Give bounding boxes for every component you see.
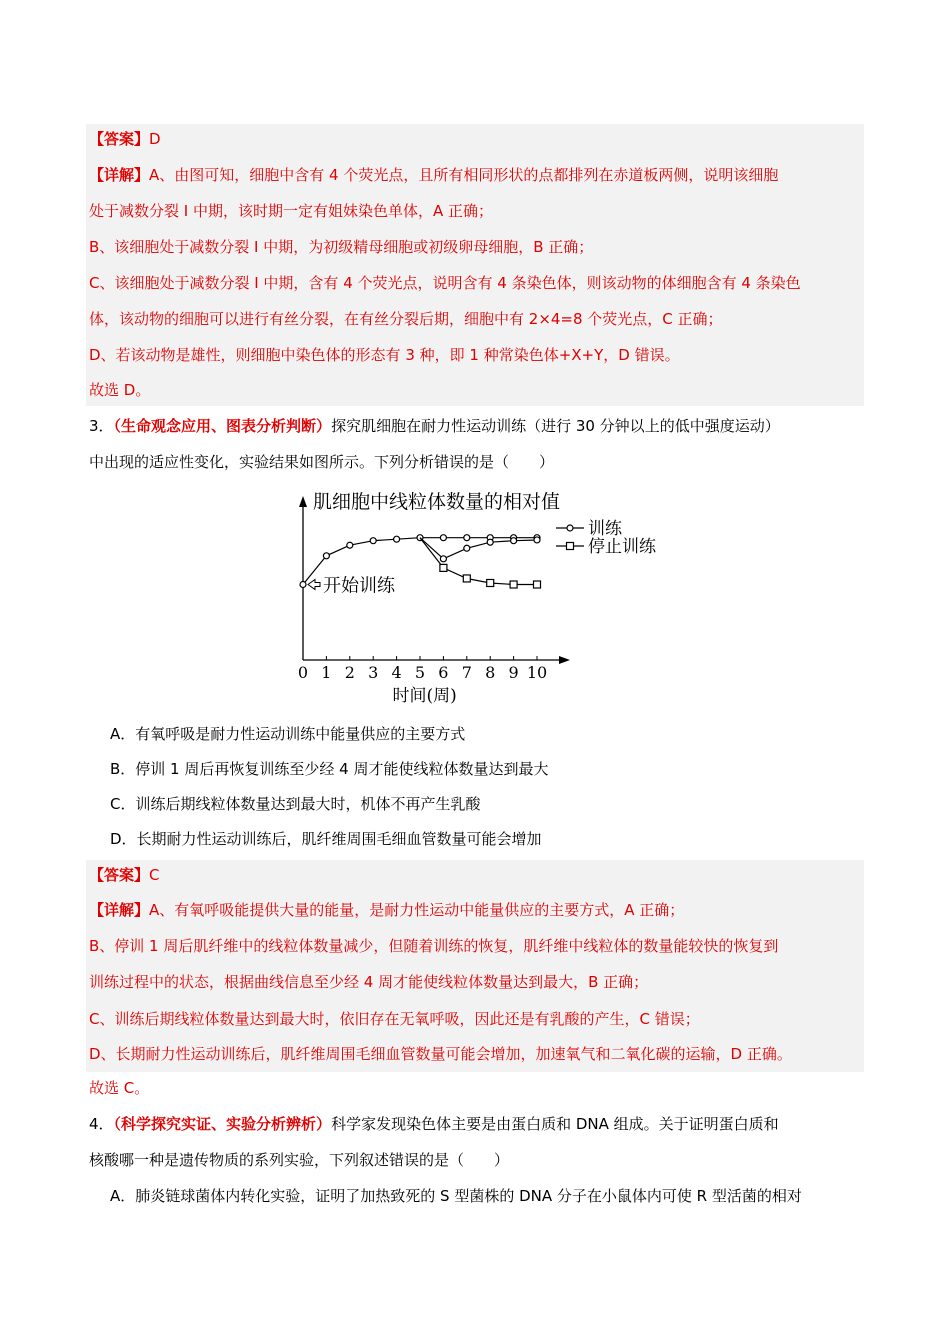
x-tick-label: 6 [438,663,449,682]
legend-label: 训练 [588,519,622,539]
question-stem: 探究肌细胞在耐力性运动训练（进行 30 分钟以上的低中强度运动） [331,417,780,435]
detail-text: D、长期耐力性运动训练后，肌纤维周围毛细血管数量可能会增加，加速氧气和二氧化碳的运输，D 正确。 [89,1045,792,1063]
q3-detail-line [89,900,684,920]
detail-text: 训练过程中的状态，根据曲线信息至少经 4 周才能使线粒体数量达到最大，B 正确； [89,973,649,991]
q2-answer-line [89,129,161,149]
question-number: 4． [89,1115,114,1133]
option-a: A．有氧呼吸是耐力性运动训练中能量供应的主要方式 [110,725,466,743]
answer-tag: 【答案】 [89,866,150,884]
data-point [440,564,447,571]
x-tick-label: 5 [414,663,426,682]
data-point [300,582,306,588]
x-tick-label: 1 [321,663,332,682]
q2-detail-line [89,165,778,185]
series-line [420,538,537,559]
q3-answer-line [89,865,160,885]
data-point [487,579,494,586]
x-tick-label: 10 [526,663,548,682]
data-point [534,537,540,543]
y-axis-arrow [299,496,307,507]
q3-stem [89,416,780,436]
detail-text: C、训练后期线粒体数量达到最大时，依旧存在无氧呼吸，因此还是有乳酸的产生，C 错误； [89,1010,700,1028]
detail-text: D、若该动物是雄性，则细胞中染色体的形态有 3 种，即 1 种常染色体+X+Y，D 错误。 [89,346,680,364]
chart-title: 肌细胞中线粒体数量的相对值 [313,491,561,513]
detail-text: 处于减数分裂 I 中期，该时期一定有姐妹染色单体，A 正确； [89,202,493,220]
q4-stem [89,1114,779,1134]
detail-text: C、该细胞处于减数分裂 I 中期，含有 4 个荧光点，说明含有 4 条染色体，则该动物的体细胞含有 4 条染色 [89,274,801,292]
x-tick-label: 3 [368,663,379,682]
x-tick-label: 0 [297,663,309,682]
q3-answer-block [86,860,864,1072]
detail-tag: 【详解】 [89,166,150,184]
detail-tag: 【详解】 [89,901,150,919]
x-tick-label: 2 [344,663,355,682]
question-tag: （生命观念应用、图表分析判断） [113,417,332,435]
data-point [394,536,400,542]
detail-text: B、该细胞处于减数分裂 I 中期，为初级精母细胞或初级卵母细胞，B 正确； [89,238,594,256]
question-stem: 科学家发现染色体主要是由蛋白质和 DNA 组成。关于证明蛋白质和 [331,1115,779,1133]
data-point [440,535,446,541]
detail-text: B、停训 1 周后肌纤维中的线粒体数量减少，但随着训练的恢复，肌纤维中线粒体的数量能较快的恢复到 [89,937,779,955]
mitochondria-line-chart [282,484,682,706]
data-point [347,542,353,548]
annotation-arrow [308,580,320,590]
data-point [370,538,376,544]
legend-label: 停止训练 [588,537,656,557]
option-c: C．训练后期线粒体数量达到最大时，机体不再产生乳酸 [110,795,481,813]
annotation-label: 开始训练 [323,575,395,597]
data-point [510,581,517,588]
detail-text: 故选 D。 [89,381,151,399]
question-number: 3． [89,417,114,435]
data-point [511,538,517,544]
x-tick-label: 4 [391,663,402,682]
answer-tag: 【答案】 [89,130,150,148]
question-tag: （科学探究实证、实验分析辨析） [113,1115,332,1133]
option-d: D．长期耐力性运动训练后，肌纤维周围毛细血管数量可能会增加 [110,830,542,848]
data-point [323,553,329,559]
option-a: A．肺炎链球菌体内转化实验，证明了加热致死的 S 型菌株的 DNA 分子在小鼠体内可使 R 型活菌的相对 [110,1187,802,1205]
data-point [534,581,541,588]
detail-text: A、有氧呼吸能提供大量的能量，是耐力性运动中能量供应的主要方式，A 正确； [149,901,685,919]
x-tick-label: 7 [461,663,472,682]
legend-marker [567,525,573,531]
answer-value: D [149,130,161,148]
x-tick-label: 8 [485,663,496,682]
question-stem: 核酸哪一种是遗传物质的系列实验，下列叙述错误的是（ ） [89,1151,510,1169]
data-point [440,556,446,562]
option-b: B．停训 1 周后再恢复训练至少经 4 周才能使线粒体数量达到最大 [110,760,549,778]
data-point [464,535,470,541]
x-axis-label: 时间(周) [392,686,457,706]
data-point [464,545,470,551]
x-tick-label: 9 [508,663,519,682]
x-axis-arrow [559,656,570,664]
detail-text: 故选 C。 [89,1079,150,1097]
answer-value: C [149,866,160,884]
detail-text: 体，该动物的细胞可以进行有丝分裂，在有丝分裂后期，细胞中有 2×4=8 个荧光点，C 正确； [89,310,723,328]
data-point [463,575,470,582]
question-stem: 中出现的适应性变化，实验结果如图所示。下列分析错误的是（ ） [89,453,555,471]
legend-marker [567,543,574,550]
detail-text: A、由图可知，细胞中含有 4 个荧光点，且所有相同形状的点都排列在赤道板两侧，说明该细胞 [149,166,779,184]
data-point [487,539,493,545]
